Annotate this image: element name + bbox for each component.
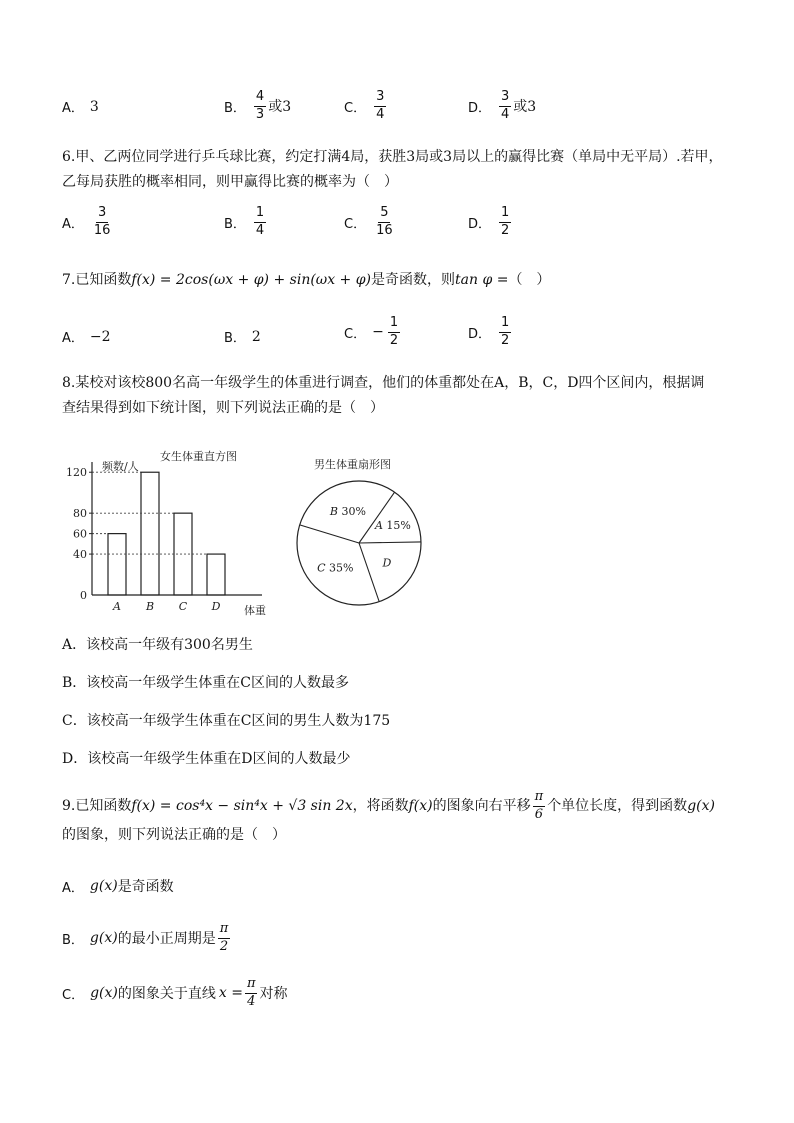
q7-formula: f(x) = 2cos(ωx + φ) + sin(ωx + φ) [131,272,371,288]
q5-option-c: C． $\frac{3}{4}$ [344,89,385,122]
pie-slice-d-label: D [382,556,392,570]
q8-option-b: B．该校高一年级学生体重在C区间的人数最多 [62,675,349,691]
statistics-figure [64,440,434,620]
question-9-line-1: 9.已知函数 f(x) = cos⁴x − sin⁴x + √3 sin 2x ，将函数 f(x) 的图象向右平移 $\frac{\pi}{6}$ 个单位长度，得到函数 g(x) [62,789,715,822]
q8-option-d: D．该校高一年级学生体重在D区间的人数最少 [62,751,351,767]
fraction: $\frac{3}{4}$ [376,89,385,122]
pie-slice-c-edge [359,543,379,602]
bar-y-tick-label: 0 [80,589,87,602]
question-8-line-1: 8.某校对该校800名高一年级学生的体重进行调查，他们的体重都处在A，B，C，D四个区间内，根据调 [62,375,705,391]
q5-option-a: A． 3 [62,98,99,116]
q8-option-c: C．该校高一年级学生体重在C区间的男生人数为175 [62,713,391,729]
pie-slice-c-label: C 35% [317,561,354,575]
fraction: $\frac{\pi}{6}$ [534,789,544,822]
question-6-line-1: 6.甲、乙两位同学进行乒乓球比赛，约定打满4局，获胜3局或3局以上的赢得比赛（单局中无平局）.若甲， [62,149,723,165]
pie-slice-a-label: A 15% [374,518,411,532]
pie-slice-b-edge [300,525,359,543]
bar-y-tick-label: 40 [73,548,87,562]
bar-d [207,554,225,595]
q5-option-d: D． $\frac{3}{4}$ 或3 [468,89,537,122]
question-6-line-2: 乙每局获胜的概率相同，则甲赢得比赛的概率为（ ） [62,174,398,190]
fraction: $\frac{1}{2}$ [389,315,399,348]
bar-x-tick-label: A [113,600,121,613]
q6-option-b: B． $\frac{1}{4}$ [224,205,265,238]
bar-a [108,534,126,595]
q6-option-d: D． $\frac{1}{2}$ [468,205,510,238]
bar-chart-xlabel: 体重 [244,604,266,617]
fraction: $\frac{3}{16}$ [93,205,111,238]
pie-slice-d-edge [359,542,421,543]
fraction: $\frac{\pi}{4}$ [246,976,256,1009]
q9-option-a: A． g(x) 是奇函数 [62,878,174,896]
fraction: $\frac{4}{3}$ [255,89,265,122]
bar-b [141,472,159,595]
fraction: $\frac{\pi}{2}$ [219,921,229,954]
bar-y-tick-label: 60 [73,527,87,541]
q7-option-a: A． −2 [62,328,111,346]
question-8-line-2: 查结果得到如下统计图，则下列说法正确的是（ ） [62,400,384,416]
q8-option-a: A．该校高一年级有300名男生 [62,637,253,653]
q9-formula: f(x) = cos⁴x − sin⁴x + √3 sin 2x [131,797,353,814]
pie-chart-title: 男生体重扇形图 [314,458,391,471]
question-6 [62,145,742,195]
fraction: $\frac{1}{2}$ [501,315,510,348]
q9-option-b: B． g(x) 的最小正周期是 $\frac{\pi}{2}$ [62,921,229,954]
question-9 [62,790,742,848]
q9-option-c: C． g(x) 的图象关于直线 x = $\frac{\pi}{4}$ 对称 [62,976,288,1009]
q8-options [62,633,742,772]
q7-option-d: D． $\frac{1}{2}$ [468,315,510,348]
bar-x-tick-label: D [211,600,221,613]
fraction: $\frac{1}{2}$ [501,205,510,238]
bar-y-tick-label: 80 [73,507,87,521]
q7-option-c: C． − $\frac{1}{2}$ [344,315,399,348]
pie-slice-b-label: B 30% [329,504,366,518]
question-9-line-2: 的图象，则下列说法正确的是（ ） [62,826,286,843]
question-8 [62,371,742,421]
question-7: 7.已知函数f(x) = 2cos(ωx + φ) + sin(ωx + φ)是奇函数，则tan φ =（ ） [62,272,551,288]
q7-option-b: B． 2 [224,328,261,346]
bar-x-tick-label: B [145,600,155,613]
q5-option-b: B． $\frac{4}{3}$ 或3 [224,89,292,122]
q6-option-a: A． $\frac{3}{16}$ [62,205,111,238]
bar-x-tick-label: C [178,600,188,613]
bar-y-tick-label: 120 [66,466,87,480]
bar-chart-ylabel: 频数/人 [102,460,139,473]
fraction: $\frac{5}{16}$ [376,205,393,238]
bar-chart-title: 女生体重直方图 [160,450,237,463]
fraction: $\frac{3}{4}$ [501,89,510,122]
fraction: $\frac{1}{4}$ [255,205,265,238]
q6-option-c: C． $\frac{5}{16}$ [344,205,393,238]
